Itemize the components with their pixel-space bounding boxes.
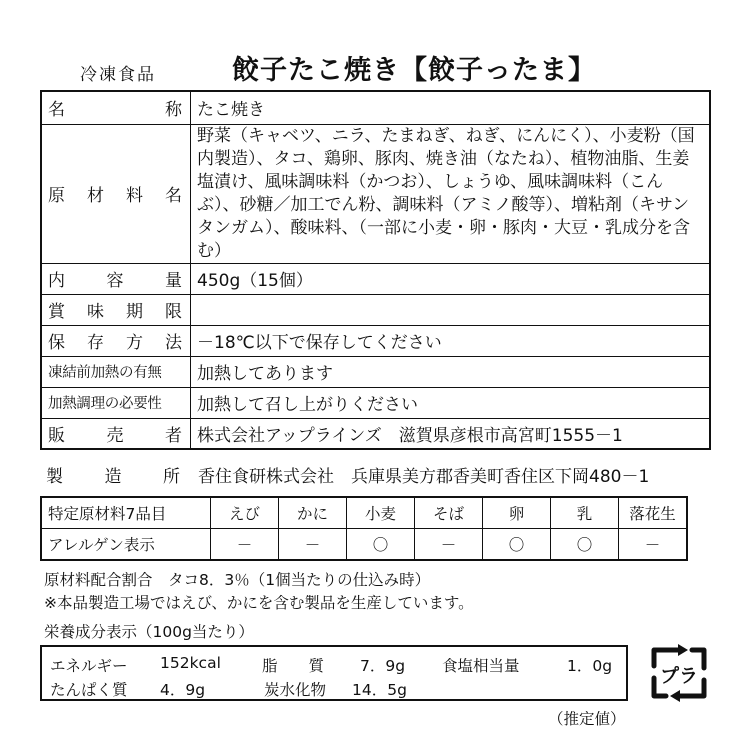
allergen-row-label: アレルゲン表示 [41,529,211,561]
storage-label: 保存方法 [48,333,184,353]
allergen-mark: 〇 [483,529,551,561]
fat-label: 脂 質 [262,657,325,675]
allergen-item: えび [211,497,279,529]
salt-label: 食塩相当量 [442,657,520,675]
cooking-row [41,387,710,418]
energy-label: エネルギー [50,657,128,675]
allergen-mark: － [619,529,688,561]
salt-value: 1．0g [567,657,613,675]
expiry-row [41,294,710,325]
manufacturer-label: 製造所 [46,467,182,487]
preheat-value: 加熱してあります [191,356,711,387]
allergen-header-row [41,497,687,529]
allergen-mark: － [211,529,279,561]
content-label: 内容量 [48,271,184,291]
fat-value: 7．9g [360,657,406,675]
allergen-item: かに [279,497,347,529]
carb-label: 炭水化物 [264,681,327,699]
allergen-header: 特定原材料7品目 [41,497,211,529]
carb-value: 14．5g [352,681,407,699]
cooking-value: 加熱して召し上がりください [191,387,711,418]
expiry-label: 賞味期限 [48,302,184,322]
seller-value: 株式会社アップラインズ 滋賀県彦根市高宮町1555－1 [191,418,711,449]
allergen-item: 落花生 [619,497,688,529]
nutrition-box [40,645,628,701]
allergen-mark-row [41,529,687,561]
seller-row [41,418,710,449]
storage-row [41,325,710,356]
name-row [41,91,710,124]
estimate-note: （推定値） [548,710,626,728]
nutrition-title: 栄養成分表示（100g当たり） [44,623,254,641]
manufacturer-line [40,462,711,487]
recycle-mark-text: プラ [659,665,699,687]
name-value: たこ焼き [191,91,711,124]
product-title: 餃子たこ焼き【餃子ったま】 [232,55,596,86]
plastic-recycle-icon [648,642,710,704]
name-label: 名称 [48,100,184,121]
storage-value: －18℃以下で保存してください [191,325,711,356]
seller-label: 販売者 [48,425,184,446]
ingredients-row [41,124,710,263]
product-info-table [40,90,711,450]
manufacturer-value: 香住食研株式会社 兵庫県美方郡香美町香住区下岡480－1 [198,467,650,487]
allergen-item: 乳 [551,497,619,529]
allergen-item: 小麦 [347,497,415,529]
ingredients-label: 原材料名 [48,186,184,206]
factory-note: ※本品製造工場ではえび、かにを含む製品を生産しています。 [44,594,474,612]
preheat-row [41,356,710,387]
content-value: 450g（15個） [191,263,711,294]
protein-value: 4．9g [160,681,206,699]
cooking-label: 加熱調理の必要性 [48,396,162,412]
ratio-note: 原材料配合割合 タコ8．3％（1個当たりの仕込み時） [44,571,431,589]
ingredients-value: 野菜（キャベツ、ニラ、たまねぎ、ねぎ、にんにく）、小麦粉（国内製造）、タコ、鶏卵、豚肉、焼き油（なたね）、植物油脂、生姜塩漬け、風味調味料（かつお）、しょうゆ、風味調味料（こんぶ）、砂糖／加工でん粉、調味料（アミノ酸等）、増粘剤（キサンタンガム）、酸味料、（一部に小麦・卵・豚肉・大豆・乳成分を含む） [191,124,711,263]
allergen-mark: － [415,529,483,561]
allergen-item: 卵 [483,497,551,529]
allergen-item: そば [415,497,483,529]
allergen-mark: 〇 [551,529,619,561]
allergen-mark: 〇 [347,529,415,561]
energy-value: 152kcal [160,654,221,672]
protein-label: たんぱく質 [50,681,128,699]
allergen-table [40,496,688,561]
preheat-label: 凍結前加熱の有無 [48,365,162,381]
expiry-value [191,294,711,325]
food-category: 冷凍食品 [80,65,156,85]
content-row [41,263,710,294]
allergen-mark: － [279,529,347,561]
